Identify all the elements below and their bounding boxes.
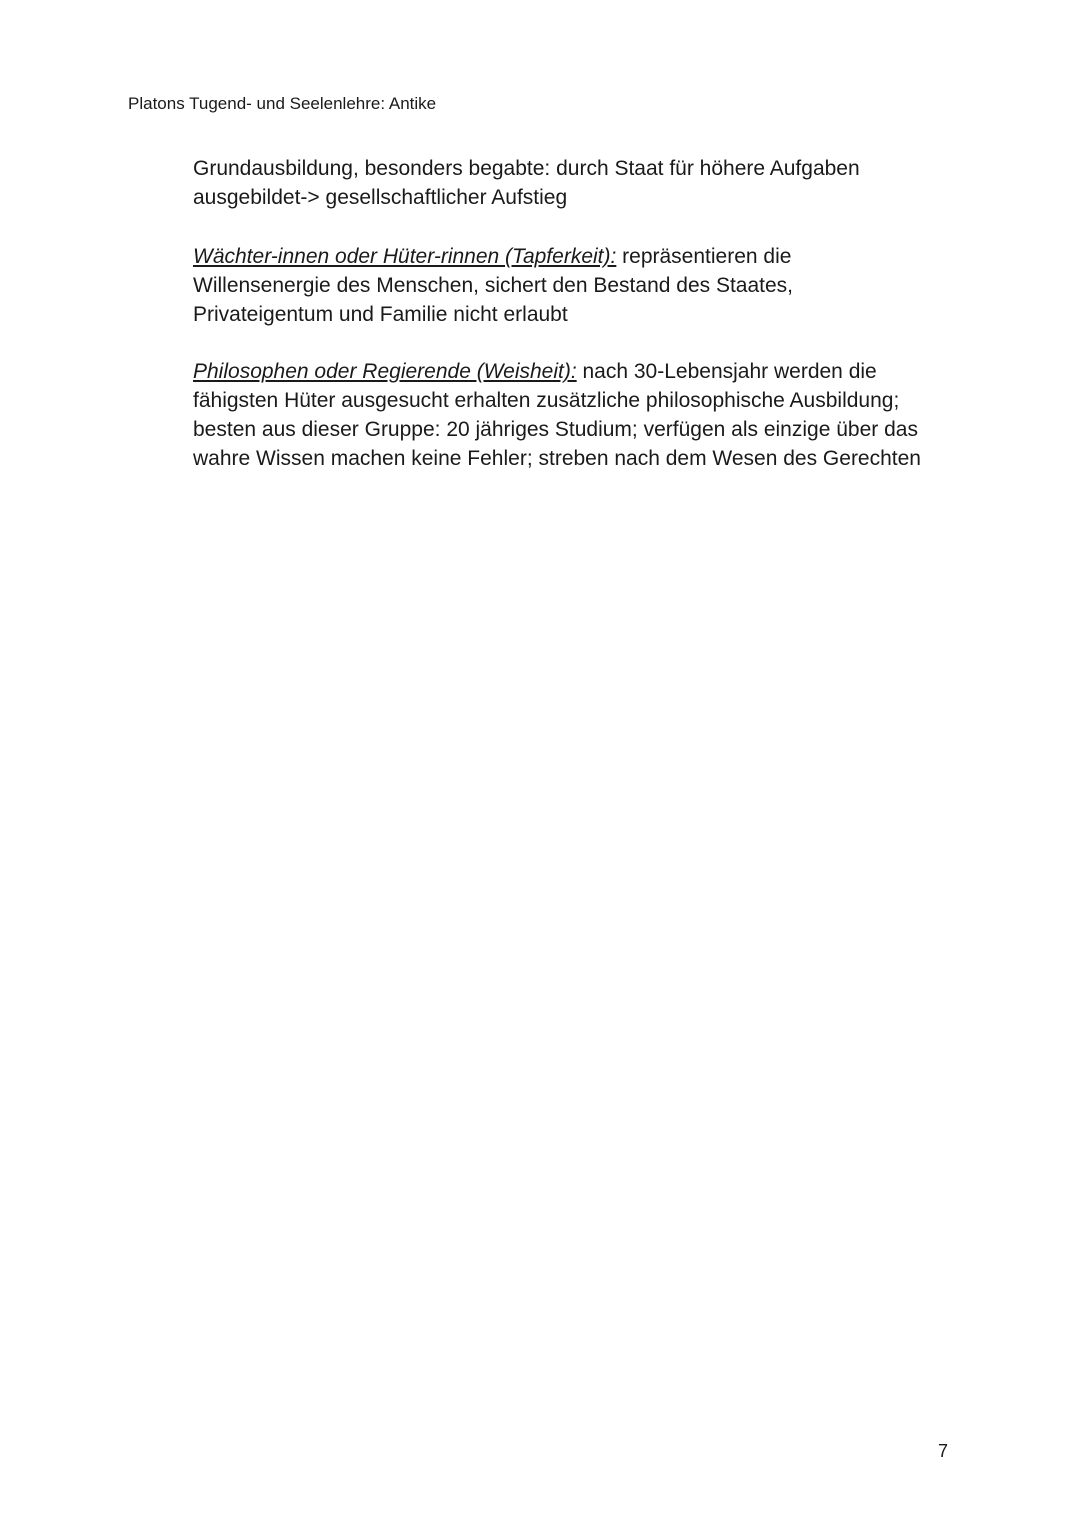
text-line: besten aus dieser Gruppe: 20 jähriges Studium; verfügen als einzige über das (193, 418, 918, 441)
paragraph-waechter (193, 242, 993, 329)
term-philosophen: Philosophen oder Regierende (Weisheit): (193, 360, 577, 383)
text-fragment: repräsentieren die (616, 245, 792, 268)
text-line (193, 242, 993, 271)
paragraph-grundausbildung (193, 154, 993, 212)
paragraph-philosophen (193, 357, 993, 473)
text-line: ausgebildet-> gesellschaftlicher Aufstieg (193, 186, 568, 209)
term-waechter: Wächter-innen oder Hüter-rinnen (Tapferkeit): (193, 245, 617, 268)
document-body (193, 154, 993, 501)
text-line: fähigsten Hüter ausgesucht erhalten zusätzliche philosophische Ausbildung; (193, 389, 900, 412)
text-line: Privateigentum und Familie nicht erlaubt (193, 303, 568, 326)
text-line: wahre Wissen machen keine Fehler; streben nach dem Wesen des Gerechten (193, 447, 921, 470)
text-line: Willensenergie des Menschen, sichert den Bestand des Staates, (193, 274, 794, 297)
page-header: Platons Tugend- und Seelenlehre: Antike (128, 94, 437, 113)
text-fragment: nach 30-Lebensjahr werden die (576, 360, 877, 383)
page-number: 7 (938, 1441, 949, 1461)
text-line (193, 357, 993, 386)
text-line: Grundausbildung, besonders begabte: durch Staat für höhere Aufgaben (193, 157, 860, 180)
